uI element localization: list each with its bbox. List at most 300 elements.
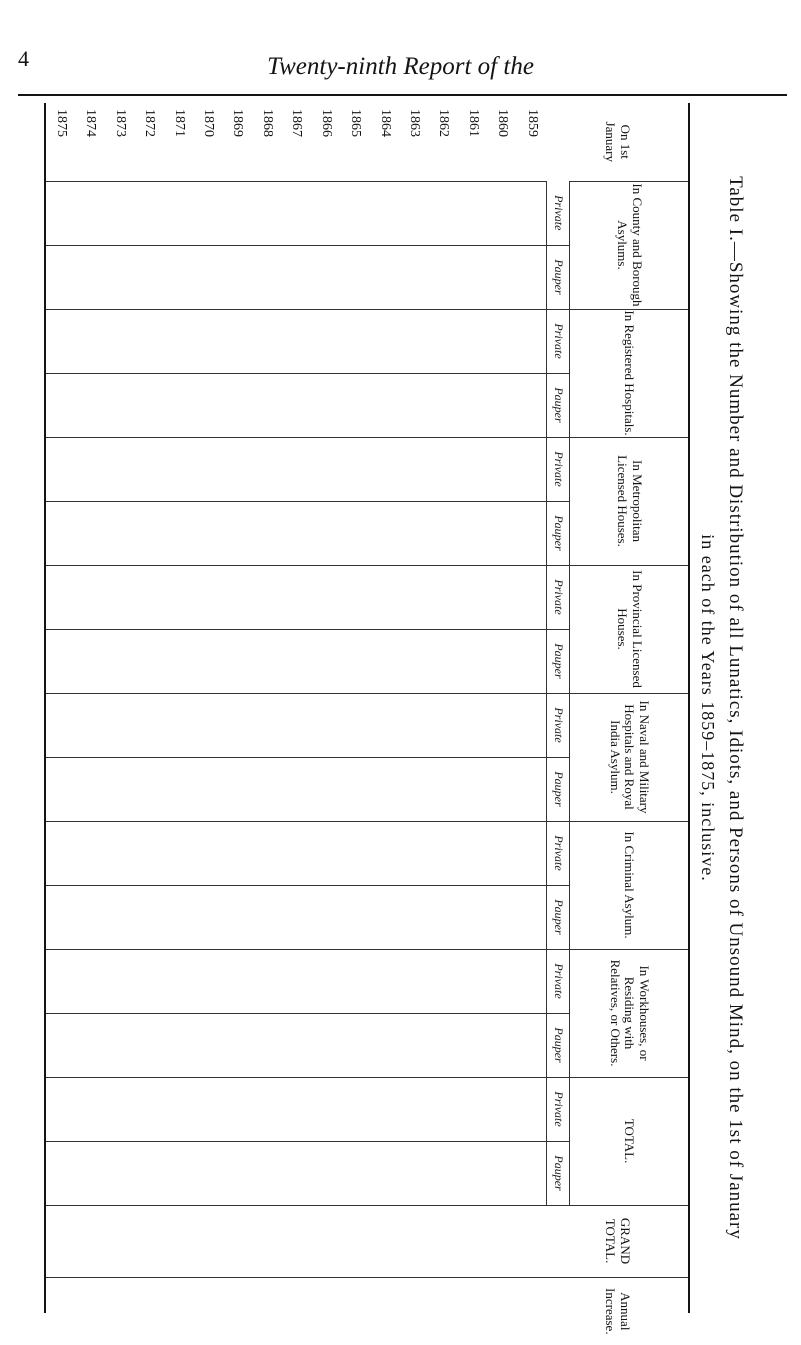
header-sub: Pauper [547, 373, 570, 437]
row-value-cell [46, 245, 76, 309]
row-value-cell [429, 245, 458, 309]
row-value-cell [223, 437, 252, 501]
row-value-cell [46, 629, 76, 693]
row-value-cell [340, 309, 369, 373]
table-row [370, 103, 399, 1345]
row-value-cell [105, 1013, 134, 1077]
row-value-cell [429, 1013, 458, 1077]
header-group-2: In Registered Hospitals. [570, 309, 688, 437]
rotated-table-block [47, 103, 752, 1335]
row-value-cell [252, 1013, 281, 1077]
header-sub: Pauper [547, 629, 570, 693]
row-value-cell [517, 373, 547, 437]
row-value-cell [311, 1013, 340, 1077]
row-value-cell [223, 309, 252, 373]
table-row [223, 103, 252, 1345]
row-value-cell [223, 1013, 252, 1077]
row-value-cell [429, 501, 458, 565]
row-value-cell [134, 1077, 163, 1141]
row-value-cell [370, 309, 399, 373]
row-value-cell [429, 629, 458, 693]
header-sub: Private [547, 309, 570, 373]
row-year-cell: 1865 [348, 109, 364, 137]
row-value-cell [76, 1077, 105, 1141]
row-value-cell [488, 629, 517, 693]
header-sub: Private [547, 181, 570, 245]
table-row [458, 103, 487, 1345]
header-group-1: In County and Borough Asylums. [570, 181, 688, 309]
row-value-cell [429, 309, 458, 373]
row-value-cell [46, 309, 76, 373]
row-value-cell [76, 1205, 105, 1277]
row-value-cell [193, 245, 222, 309]
row-value-cell [134, 757, 163, 821]
row-value-cell [46, 693, 76, 757]
row-value-cell [223, 181, 252, 245]
row-value-cell [370, 181, 399, 245]
row-value-cell [370, 693, 399, 757]
row-value-cell [311, 181, 340, 245]
row-value-cell [517, 885, 547, 949]
row-value-cell [223, 757, 252, 821]
row-value-cell [370, 1077, 399, 1141]
row-value-cell [458, 1013, 487, 1077]
row-value-cell [164, 949, 193, 1013]
row-value-cell [399, 629, 428, 693]
lunatics-table [46, 103, 688, 1345]
row-year-cell: 1867 [289, 109, 305, 137]
row-value-cell [488, 309, 517, 373]
row-value-cell [164, 565, 193, 629]
row-value-cell [399, 1205, 428, 1277]
header-sub: Private [547, 949, 570, 1013]
row-value-cell [76, 693, 105, 757]
row-value-cell [223, 1141, 252, 1205]
row-value-cell [340, 821, 369, 885]
row-value-cell [76, 437, 105, 501]
row-value-cell [223, 885, 252, 949]
row-value-cell [370, 501, 399, 565]
header-sub: Pauper [547, 885, 570, 949]
row-value-cell [282, 949, 311, 1013]
row-value-cell [193, 1013, 222, 1077]
row-value-cell [164, 629, 193, 693]
row-value-cell [105, 373, 134, 437]
row-value-cell [164, 1205, 193, 1277]
row-value-cell [46, 565, 76, 629]
row-value-cell [252, 373, 281, 437]
row-year-cell: 1864 [377, 109, 393, 137]
row-value-cell [458, 629, 487, 693]
row-value-cell [517, 1077, 547, 1141]
row-value-cell [76, 1141, 105, 1205]
row-value-cell [46, 1205, 76, 1277]
row-value-cell [46, 373, 76, 437]
row-value-cell [340, 1013, 369, 1077]
row-value-cell [105, 1077, 134, 1141]
row-value-cell [370, 1013, 399, 1077]
row-value-cell [282, 1077, 311, 1141]
header-group-8: TOTAL. [570, 1077, 688, 1205]
row-value-cell [458, 181, 487, 245]
row-value-cell [252, 1205, 281, 1277]
row-value-cell [282, 1013, 311, 1077]
row-value-cell [46, 1013, 76, 1077]
row-value-cell [340, 1077, 369, 1141]
row-value-cell [429, 1077, 458, 1141]
row-value-cell [399, 1013, 428, 1077]
row-value-cell [223, 245, 252, 309]
row-value-cell [134, 1141, 163, 1205]
row-value-cell [311, 693, 340, 757]
row-value-cell [311, 1141, 340, 1205]
header-group-6: In Criminal Asylum. [570, 821, 688, 949]
row-value-cell [134, 245, 163, 309]
row-value-cell [252, 693, 281, 757]
row-value-cell [76, 309, 105, 373]
row-value-cell [282, 693, 311, 757]
row-value-cell [223, 629, 252, 693]
row-value-cell [488, 245, 517, 309]
row-value-cell [488, 949, 517, 1013]
row-value-cell [399, 373, 428, 437]
row-value-cell [517, 309, 547, 373]
row-value-cell [311, 1205, 340, 1277]
row-value-cell [105, 757, 134, 821]
row-value-cell [282, 1205, 311, 1277]
row-value-cell [76, 757, 105, 821]
row-value-cell [76, 373, 105, 437]
row-year-cell: 1863 [406, 109, 422, 137]
row-value-cell [399, 565, 428, 629]
header-sub: Private [547, 821, 570, 885]
table-row [252, 103, 281, 1345]
header-group-9: GRAND TOTAL. [547, 1205, 688, 1277]
row-value-cell [164, 821, 193, 885]
row-value-cell [193, 757, 222, 821]
row-value-cell [134, 437, 163, 501]
table-row [76, 103, 105, 1345]
row-value-cell [164, 1077, 193, 1141]
row-value-cell [517, 1141, 547, 1205]
row-value-cell [517, 949, 547, 1013]
header-group-5: In Naval and Military Hospitals and Royal India Asylum. [570, 693, 688, 821]
row-value-cell [193, 1205, 222, 1277]
row-value-cell [429, 949, 458, 1013]
table-title: Table I.—Showing the Number and Distribution of all Lunatics, Idiots, and Persons of Unsound Mind, on the 1st of January [725, 176, 746, 1240]
row-value-cell [370, 437, 399, 501]
row-value-cell [458, 693, 487, 757]
row-value-cell [193, 565, 222, 629]
row-value-cell [252, 629, 281, 693]
header-sub: Private [547, 437, 570, 501]
row-value-cell [399, 949, 428, 1013]
row-value-cell [46, 1141, 76, 1205]
header-group-4: In Provincial Licensed Houses. [570, 565, 688, 693]
row-value-cell [429, 757, 458, 821]
row-value-cell [252, 949, 281, 1013]
row-value-cell [311, 373, 340, 437]
row-value-cell [488, 501, 517, 565]
row-value-cell [311, 1077, 340, 1141]
row-value-cell [370, 885, 399, 949]
row-value-cell [488, 1205, 517, 1277]
row-value-cell [370, 1141, 399, 1205]
row-value-cell [340, 693, 369, 757]
row-value-cell [399, 437, 428, 501]
row-value-cell [252, 757, 281, 821]
row-value-cell [193, 309, 222, 373]
row-value-cell [164, 885, 193, 949]
row-value-cell [252, 565, 281, 629]
row-value-cell [399, 821, 428, 885]
table-row [340, 103, 369, 1345]
row-value-cell [340, 1141, 369, 1205]
row-value-cell [282, 757, 311, 821]
row-value-cell [105, 565, 134, 629]
row-value-cell [164, 181, 193, 245]
row-value-cell [105, 821, 134, 885]
row-value-cell [517, 693, 547, 757]
row-value-cell [399, 757, 428, 821]
row-value-cell [134, 309, 163, 373]
row-value-cell [282, 181, 311, 245]
row-value-cell [46, 1077, 76, 1141]
header-date: On 1st January [603, 121, 633, 162]
row-value-cell [105, 181, 134, 245]
row-year-cell: 1859 [524, 109, 540, 137]
row-value-cell [76, 821, 105, 885]
row-value-cell [223, 949, 252, 1013]
row-value-cell [311, 949, 340, 1013]
row-value-cell [105, 949, 134, 1013]
row-value-cell [488, 1141, 517, 1205]
row-year-cell: 1874 [83, 109, 99, 137]
row-value-cell [399, 1077, 428, 1141]
row-value-cell [193, 693, 222, 757]
row-value-cell [223, 1077, 252, 1141]
row-value-cell [311, 565, 340, 629]
table-row [164, 103, 193, 1345]
row-value-cell [517, 1013, 547, 1077]
row-value-cell [223, 373, 252, 437]
row-value-cell [458, 437, 487, 501]
row-value-cell [46, 885, 76, 949]
row-value-cell [134, 629, 163, 693]
row-value-cell [193, 1077, 222, 1141]
header-sub: Pauper [547, 1013, 570, 1077]
row-value-cell [134, 181, 163, 245]
row-value-cell [429, 181, 458, 245]
row-year-cell: 1872 [142, 109, 158, 137]
row-value-cell [399, 1141, 428, 1205]
table-row [517, 103, 547, 1345]
table-row [429, 103, 458, 1345]
row-value-cell [488, 821, 517, 885]
row-value-cell [223, 565, 252, 629]
row-value-cell [282, 245, 311, 309]
row-value-cell [134, 1205, 163, 1277]
row-value-cell [458, 885, 487, 949]
row-value-cell [282, 437, 311, 501]
row-value-cell [164, 437, 193, 501]
row-value-cell [517, 821, 547, 885]
row-value-cell [76, 1013, 105, 1077]
page-number: 4 [18, 46, 29, 71]
row-value-cell [488, 437, 517, 501]
row-value-cell [193, 949, 222, 1013]
row-value-cell [340, 629, 369, 693]
row-year-cell: 1862 [436, 109, 452, 137]
header-sub: Private [547, 565, 570, 629]
row-value-cell [340, 245, 369, 309]
table-row [282, 103, 311, 1345]
header-sub: Pauper [547, 757, 570, 821]
table-row [46, 103, 76, 1345]
row-value-cell [105, 437, 134, 501]
row-value-cell [193, 181, 222, 245]
row-value-cell [399, 181, 428, 245]
row-value-cell [458, 245, 487, 309]
row-value-cell [134, 885, 163, 949]
row-value-cell [282, 629, 311, 693]
row-value-cell [282, 501, 311, 565]
table-row [134, 103, 163, 1345]
row-value-cell [429, 1141, 458, 1205]
row-value-cell [134, 565, 163, 629]
row-value-cell [134, 693, 163, 757]
row-value-cell [458, 501, 487, 565]
row-value-cell [223, 501, 252, 565]
row-value-cell [517, 245, 547, 309]
row-value-cell [488, 1013, 517, 1077]
row-value-cell [46, 949, 76, 1013]
row-value-cell [458, 821, 487, 885]
row-value-cell [46, 501, 76, 565]
row-value-cell [282, 565, 311, 629]
row-year-cell: 1868 [259, 109, 275, 137]
row-year-cell: 1860 [495, 109, 511, 137]
row-value-cell [399, 885, 428, 949]
row-value-cell [517, 565, 547, 629]
row-value-cell [105, 1205, 134, 1277]
row-value-cell [252, 181, 281, 245]
row-value-cell [311, 757, 340, 821]
row-value-cell [252, 501, 281, 565]
row-value-cell [46, 437, 76, 501]
row-value-cell [193, 629, 222, 693]
row-year-cell: 1873 [112, 109, 128, 137]
row-value-cell [134, 821, 163, 885]
row-value-cell [429, 437, 458, 501]
row-value-cell [105, 1141, 134, 1205]
header-sub: Pauper [547, 245, 570, 309]
row-value-cell [252, 309, 281, 373]
row-value-cell [370, 949, 399, 1013]
row-value-cell [105, 885, 134, 949]
row-value-cell [517, 181, 547, 245]
row-value-cell [370, 373, 399, 437]
header-sub: Pauper [547, 1141, 570, 1205]
row-value-cell [488, 757, 517, 821]
row-value-cell [282, 373, 311, 437]
row-value-cell [458, 757, 487, 821]
row-value-cell [223, 821, 252, 885]
row-value-cell [340, 885, 369, 949]
row-value-cell [223, 693, 252, 757]
row-value-cell [105, 309, 134, 373]
table-row [193, 103, 222, 1345]
row-value-cell [488, 693, 517, 757]
row-value-cell [76, 949, 105, 1013]
row-value-cell [458, 1141, 487, 1205]
row-value-cell [517, 1205, 547, 1277]
row-value-cell [134, 501, 163, 565]
row-year-cell: 1866 [318, 109, 334, 137]
row-value-cell [252, 1077, 281, 1141]
row-value-cell [429, 821, 458, 885]
row-value-cell [46, 181, 76, 245]
row-value-cell [458, 565, 487, 629]
row-value-cell [252, 437, 281, 501]
row-value-cell [76, 629, 105, 693]
row-value-cell [105, 629, 134, 693]
header-sub: Private [547, 1077, 570, 1141]
row-year-cell: 1869 [230, 109, 246, 137]
row-value-cell [370, 629, 399, 693]
row-value-cell [370, 245, 399, 309]
row-value-cell [193, 437, 222, 501]
table-body [46, 103, 547, 1345]
table-row [105, 103, 134, 1345]
row-value-cell [429, 373, 458, 437]
row-value-cell [488, 181, 517, 245]
row-value-cell [311, 821, 340, 885]
table-subtitle: in each of the Years 1859–1875, inclusive. [698, 534, 718, 882]
row-value-cell [164, 693, 193, 757]
header-sub: Pauper [547, 501, 570, 565]
row-value-cell [399, 501, 428, 565]
row-value-cell [340, 373, 369, 437]
row-value-cell [164, 309, 193, 373]
row-value-cell [164, 1141, 193, 1205]
row-value-cell [488, 1077, 517, 1141]
header-group-3: In Metropolitan Licensed Houses. [570, 437, 688, 565]
row-value-cell [223, 1205, 252, 1277]
row-value-cell [340, 1205, 369, 1277]
row-value-cell [252, 885, 281, 949]
row-value-cell [370, 565, 399, 629]
row-year-cell: 1875 [53, 109, 69, 137]
row-value-cell [76, 181, 105, 245]
row-value-cell [517, 757, 547, 821]
header-sub: Private [547, 693, 570, 757]
row-value-cell [164, 1013, 193, 1077]
row-value-cell [429, 693, 458, 757]
table-row [399, 103, 428, 1345]
table-frame [44, 103, 690, 1335]
row-value-cell [76, 245, 105, 309]
row-value-cell [488, 373, 517, 437]
header-group-7: In Workhouses, or Residing with Relatives, or Others. [570, 949, 688, 1077]
row-value-cell [252, 245, 281, 309]
row-value-cell [164, 757, 193, 821]
row-value-cell [488, 565, 517, 629]
header-annual-increase: Annual Increase. [547, 1277, 688, 1345]
row-value-cell [134, 1013, 163, 1077]
row-value-cell [193, 1141, 222, 1205]
row-value-cell [105, 693, 134, 757]
